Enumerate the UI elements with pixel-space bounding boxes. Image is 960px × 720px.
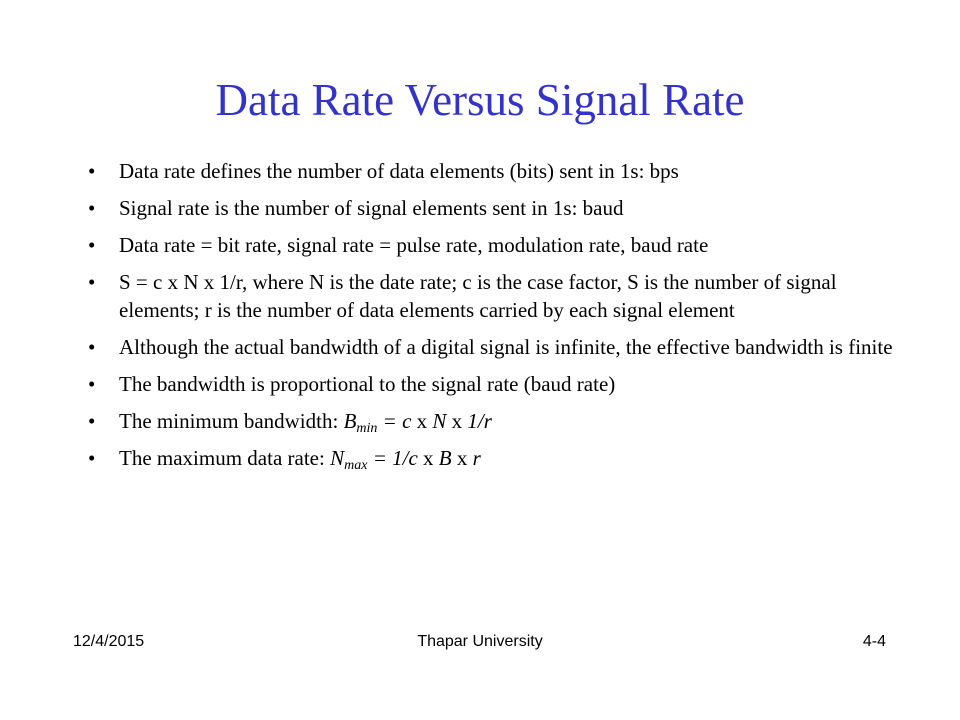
bullet-text: Signal rate is the number of signal elements sent in 1s: baud [119, 196, 624, 220]
formula-term: r [472, 446, 481, 470]
bullet-text: Data rate = bit rate, signal rate = pulse rate, modulation rate, baud rate [119, 233, 709, 257]
formula-subscript: min [356, 421, 378, 436]
bullet-item [88, 157, 908, 185]
bullet-dot: • [88, 270, 96, 294]
bullet-dot: • [88, 446, 96, 470]
bullet-dot: • [88, 372, 96, 396]
formula-times: x [417, 446, 439, 470]
bullet-text: Although the actual bandwidth of a digital signal is infinite, the effective bandwidth is finite [119, 335, 893, 359]
bullet-item [88, 231, 908, 259]
formula-var: N [330, 446, 345, 470]
formula-prefix: The minimum bandwidth: [119, 409, 344, 433]
footer-page-number: 4-4 [862, 633, 886, 650]
bullet-text: S = c x N x 1/r, where N is the date rate; c is the case factor, S is the number of signal elements; r is the number of data elements carried by each signal element [119, 270, 837, 322]
bullet-item [88, 333, 908, 361]
bullet-item [88, 370, 908, 398]
bullet-min-bandwidth [88, 407, 908, 435]
formula-equals: = [377, 409, 403, 433]
formula-equals: = [367, 446, 393, 470]
footer-date: 12/4/2015 [73, 633, 145, 650]
slide-title: Data Rate Versus Signal Rate [215, 75, 745, 125]
formula-prefix: The maximum data rate: [119, 446, 331, 470]
bullet-dot: • [88, 196, 96, 220]
formula-times: x [451, 446, 473, 470]
bullet-dot: • [88, 233, 96, 257]
bullet-list [88, 157, 908, 481]
formula-term: N [432, 409, 447, 433]
formula-subscript: max [344, 458, 368, 473]
footer-organization: Thapar University [417, 633, 543, 650]
bullet-dot: • [88, 409, 96, 433]
formula-term: 1/c [392, 446, 418, 470]
bullet-text: The bandwidth is proportional to the signal rate (baud rate) [119, 372, 616, 396]
bullet-item [88, 194, 908, 222]
bullet-item [88, 268, 908, 324]
formula-term: 1/r [467, 409, 492, 433]
bullet-text: Data rate defines the number of data elements (bits) sent in 1s: bps [119, 159, 679, 183]
bullet-dot: • [88, 335, 96, 359]
bullet-max-data-rate [88, 444, 908, 472]
bullet-dot: • [88, 159, 96, 183]
formula-term: c [402, 409, 412, 433]
formula-var: B [343, 409, 357, 433]
formula-times: x [411, 409, 433, 433]
formula-term: B [438, 446, 452, 470]
formula-times: x [446, 409, 468, 433]
